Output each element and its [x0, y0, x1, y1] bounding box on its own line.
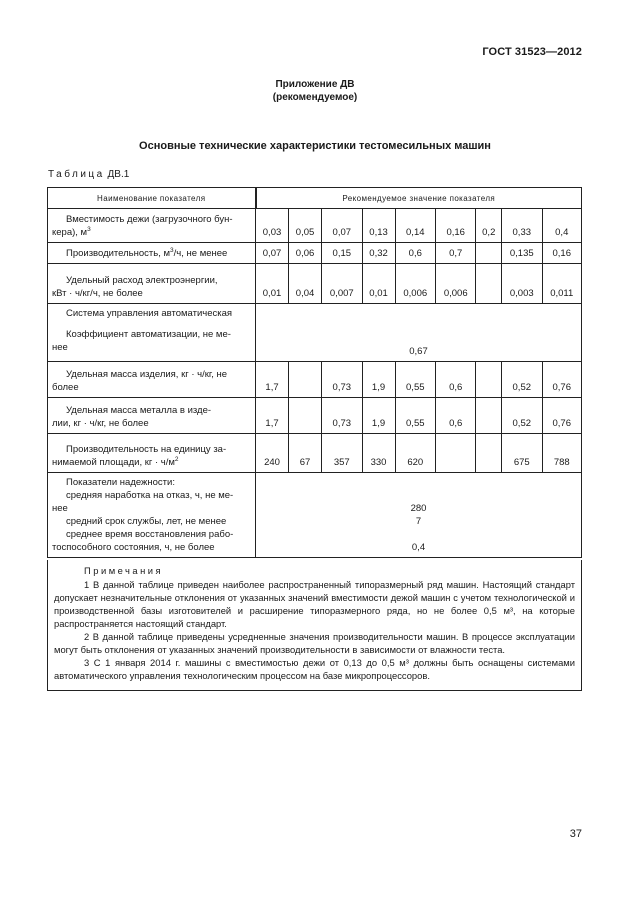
header-name: Наименование показателя: [48, 188, 256, 209]
table-cell: [476, 434, 502, 473]
table-cell: 0,14: [395, 209, 435, 243]
table-cell: 0,55: [395, 362, 435, 398]
note-item: 3 С 1 января 2014 г. машины с вместимостью дежи от 0,13 до 0,5 м³ должны быть оснащены системами автоматического управления технологическим процессом на базе микропроцессоров.: [54, 657, 575, 681]
page-number: 37: [569, 828, 582, 840]
table-cell: 0,07: [322, 209, 362, 243]
appendix-title: Приложение ДВ: [275, 79, 355, 90]
table-cell: 1,7: [256, 398, 289, 434]
row-name: Удельная масса изделия, кг · ч/кг, не более: [48, 362, 256, 398]
table-cell: 0,76: [542, 398, 582, 434]
table-cell: 0,4: [542, 209, 582, 243]
table-label-prefix: Таблица: [48, 169, 105, 180]
table-cell: [289, 398, 322, 434]
table-cell: 0,05: [289, 209, 322, 243]
row-name: Удельный расход электроэнергии, кВт · ч/кг/ч, не более: [48, 264, 256, 304]
table-row: [48, 243, 582, 264]
table-label: [48, 169, 129, 180]
table-cell: 0,13: [362, 209, 395, 243]
table-header-row: [48, 188, 582, 209]
appendix-subtitle: (рекомендуемое): [272, 92, 358, 103]
table-row: [48, 209, 582, 243]
table-cell: 0,6: [436, 362, 476, 398]
characteristics-table: [47, 187, 582, 558]
row-name: Удельная масса металла в изде- лии, кг · ч/кг, не более: [48, 398, 256, 434]
reliability-values: [256, 473, 582, 558]
table-cell: 0,7: [436, 243, 476, 264]
table-cell: 0,135: [502, 243, 542, 264]
table-cell: 0,03: [256, 209, 289, 243]
table-cell: 620: [395, 434, 435, 473]
header-value: Рекомендуемое значение показателя: [256, 188, 582, 209]
table-cell: 0,52: [502, 362, 542, 398]
row-name: Вместимость дежи (загрузочного бун- кера), $м^3$: [48, 209, 256, 243]
table-cell: 675: [502, 434, 542, 473]
table-cell: 0,6: [436, 398, 476, 434]
note-item: 1 В данной таблице приведен наиболее распространенный типоразмерный ряд машин. Настоящий стандарт допускает незначительные отклонения от указанных значений вместимости дежой машин с учетом технологической и производственной базы изготовителей и расширение типоразмерного ряда, но не более 0,5 м³, на которые распространяется настоящий стандарт.: [54, 579, 575, 629]
table-cell: 357: [322, 434, 362, 473]
row-name: Показатели надежности: средняя наработка на отказ, ч, не ме- нее средний срок службы, лет, не менее среднее время восстановления рабо- тоспособного состояния, ч, не более: [48, 473, 256, 558]
table-cell: [436, 434, 476, 473]
notes-box: [47, 560, 582, 691]
table-cell: 1,7: [256, 362, 289, 398]
merged-value: 0,67: [256, 304, 582, 362]
mtbf-value: 280: [410, 503, 427, 514]
table-cell: 0,52: [502, 398, 542, 434]
table-cell: 0,15: [322, 243, 362, 264]
table-cell: [476, 398, 502, 434]
table-cell: 0,007: [322, 264, 362, 304]
table-cell: 0,16: [436, 209, 476, 243]
table-cell: 0,16: [542, 243, 582, 264]
row-name: Производительность на единицу за- нимаемой площади, кг · $ч/м^2$: [48, 434, 256, 473]
table-cell: 0,01: [256, 264, 289, 304]
table-cell: 0,33: [502, 209, 542, 243]
table-cell: 67: [289, 434, 322, 473]
table-cell: 0,01: [362, 264, 395, 304]
table-cell: [476, 362, 502, 398]
row-name: Система управления автоматическая Коэффициент автоматизации, не ме- нее: [48, 304, 256, 362]
table-cell: 788: [542, 434, 582, 473]
table-cell: 0,06: [289, 243, 322, 264]
table-cell: 240: [256, 434, 289, 473]
note-item: 2 В данной таблице приведены усредненные значения производительности машин. В процессе эксплуатации могут быть отклонения от указанных значений производительности в зависимости от влажности теста.: [54, 631, 575, 655]
table-cell: 330: [362, 434, 395, 473]
table-cell: [476, 264, 502, 304]
table-cell: 0,6: [395, 243, 435, 264]
table-row: [48, 304, 582, 362]
table-row: [48, 434, 582, 473]
table-cell: 0,006: [395, 264, 435, 304]
table-cell: [289, 362, 322, 398]
table-cell: 0,55: [395, 398, 435, 434]
table-cell: 0,76: [542, 362, 582, 398]
table-cell: 0,07: [256, 243, 289, 264]
standard-header: ГОСТ 31523—2012: [482, 46, 582, 58]
table-cell: 0,32: [362, 243, 395, 264]
service-life-value: 7: [415, 516, 422, 527]
table-cell: 0,2: [476, 209, 502, 243]
table-row: [48, 362, 582, 398]
table-cell: 0,73: [322, 362, 362, 398]
table-cell: [476, 243, 502, 264]
table-cell: 0,006: [436, 264, 476, 304]
table-cell: 0,73: [322, 398, 362, 434]
table-cell: 1,9: [362, 362, 395, 398]
table-cell: 0,003: [502, 264, 542, 304]
table-row: [48, 398, 582, 434]
table-row: [48, 264, 582, 304]
row-name: Производительность, $м^3/ч$, не менее: [48, 243, 256, 264]
table-cell: 0,04: [289, 264, 322, 304]
recovery-time-value: 0,4: [411, 542, 426, 553]
table-cell: 0,011: [542, 264, 582, 304]
notes-heading: Примечания: [84, 565, 164, 576]
table-cell: 1,9: [362, 398, 395, 434]
table-row: [48, 473, 582, 558]
section-title: Основные технические характеристики тестомесильных машин: [139, 140, 491, 152]
table-label-number: ДВ.1: [107, 169, 130, 180]
